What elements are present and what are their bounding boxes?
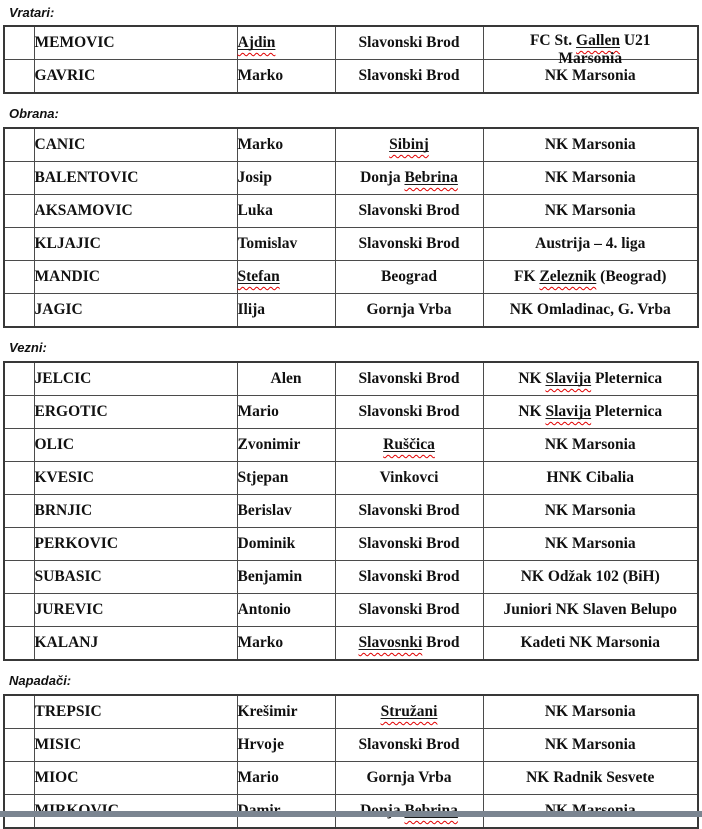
club-cell: NK Slavija Pleternica xyxy=(483,362,698,396)
table-row xyxy=(4,627,698,661)
number-cell xyxy=(4,462,34,495)
table-row xyxy=(4,729,698,762)
table-row xyxy=(4,261,698,294)
number-cell xyxy=(4,128,34,162)
club-cell: NK Radnik Sesvete xyxy=(483,762,698,795)
name-cell: Hrvoje xyxy=(237,729,335,762)
roster-table-vezni xyxy=(3,361,699,661)
number-cell xyxy=(4,362,34,396)
city-cell: Slavosnki Brod xyxy=(335,627,483,661)
club-cell: HNK Cibalia xyxy=(483,462,698,495)
roster-table-obrana xyxy=(3,127,699,328)
misspelled-word: Stefan xyxy=(237,268,280,285)
table-row xyxy=(4,294,698,328)
number-cell xyxy=(4,729,34,762)
surname-cell: ERGOTIC xyxy=(34,396,237,429)
club-line1: FC St. Gallen U21 xyxy=(529,32,651,49)
club-cell: NK Marsonia xyxy=(483,495,698,528)
surname-cell: TREPSIC xyxy=(34,695,237,729)
surname-cell: JUREVIC xyxy=(34,594,237,627)
table-row xyxy=(4,396,698,429)
number-cell xyxy=(4,294,34,328)
surname-cell: GAVRIC xyxy=(34,60,237,94)
table-row xyxy=(4,561,698,594)
city-cell: Slavonski Brod xyxy=(335,528,483,561)
name-cell: Marko xyxy=(237,128,335,162)
city-cell xyxy=(335,429,483,462)
number-cell xyxy=(4,60,34,94)
name-cell: Ilija xyxy=(237,294,335,328)
number-cell xyxy=(4,695,34,729)
surname-cell: OLIC xyxy=(34,429,237,462)
name-cell: Dominik xyxy=(237,528,335,561)
surname-cell: KALANJ xyxy=(34,627,237,661)
city-cell: Gornja Vrba xyxy=(335,294,483,328)
surname-cell: MEMOVIC xyxy=(34,26,237,60)
number-cell xyxy=(4,228,34,261)
surname-cell: MANDIC xyxy=(34,261,237,294)
name-cell: Marko xyxy=(237,627,335,661)
number-cell xyxy=(4,162,34,195)
surname-cell: SUBASIC xyxy=(34,561,237,594)
number-cell xyxy=(4,594,34,627)
city-cell: Slavonski Brod xyxy=(335,362,483,396)
misspelled-word: Ajdin xyxy=(237,34,276,51)
club-cell: Juniori NK Slaven Belupo xyxy=(483,594,698,627)
misspelled-word: Sibinj xyxy=(389,136,429,153)
roster-table-vratari xyxy=(3,25,699,94)
city-cell: Slavonski Brod xyxy=(335,396,483,429)
number-cell xyxy=(4,396,34,429)
name-cell: Antonio xyxy=(237,594,335,627)
city-cell: Slavonski Brod xyxy=(335,195,483,228)
table-row xyxy=(4,26,698,60)
name-cell: Luka xyxy=(237,195,335,228)
surname-cell: JELCIC xyxy=(34,362,237,396)
name-cell: Mario xyxy=(237,396,335,429)
number-cell xyxy=(4,528,34,561)
club-cell: NK Marsonia xyxy=(483,528,698,561)
number-cell xyxy=(4,429,34,462)
number-cell xyxy=(4,627,34,661)
city-cell: Slavonski Brod xyxy=(335,561,483,594)
number-cell xyxy=(4,561,34,594)
bottom-window-edge xyxy=(0,811,702,817)
misspelled-word: Slavija xyxy=(545,370,592,387)
club-cell: NK Marsonia xyxy=(483,429,698,462)
city-cell: Donja Bebrina xyxy=(335,162,483,195)
club-cell xyxy=(483,26,698,67)
club-cell: NK Marsonia xyxy=(483,695,698,729)
table-row xyxy=(4,528,698,561)
surname-cell: BALENTOVIC xyxy=(34,162,237,195)
misspelled-word: Stružani xyxy=(380,703,438,720)
surname-cell: AKSAMOVIC xyxy=(34,195,237,228)
number-cell xyxy=(4,195,34,228)
city-cell: Slavonski Brod xyxy=(335,495,483,528)
table-row xyxy=(4,195,698,228)
club-cell: NK Marsonia xyxy=(483,128,698,162)
surname-cell: BRNJIC xyxy=(34,495,237,528)
club-cell: NK Slavija Pleternica xyxy=(483,396,698,429)
misspelled-word: Slavija xyxy=(545,403,592,420)
surname-cell: PERKOVIC xyxy=(34,528,237,561)
club-cell: NK Odžak 102 (BiH) xyxy=(483,561,698,594)
surname-cell: MIOC xyxy=(34,762,237,795)
number-cell xyxy=(4,495,34,528)
section-label-obrana: Obrana: xyxy=(9,106,59,121)
city-cell: Beograd xyxy=(335,261,483,294)
name-cell: Marko xyxy=(237,60,335,94)
name-cell: Alen xyxy=(237,362,335,396)
club-line2-clipped: Marsonia xyxy=(558,50,623,67)
club-cell: NK Marsonia xyxy=(483,195,698,228)
table-row xyxy=(4,594,698,627)
city-cell: Slavonski Brod xyxy=(335,594,483,627)
roster-table-napadaci xyxy=(3,694,699,829)
name-cell: Josip xyxy=(237,162,335,195)
club-cell: NK Omladinac, G. Vrba xyxy=(483,294,698,328)
city-cell xyxy=(335,128,483,162)
table-row xyxy=(4,495,698,528)
city-cell: Slavonski Brod xyxy=(335,26,483,60)
club-cell: Austrija – 4. liga xyxy=(483,228,698,261)
table-row xyxy=(4,429,698,462)
club-cell: FK Zeleznik (Beograd) xyxy=(483,261,698,294)
number-cell xyxy=(4,261,34,294)
surname-cell: CANIC xyxy=(34,128,237,162)
misspelled-word: Slavosnki xyxy=(358,634,423,651)
name-cell: Berislav xyxy=(237,495,335,528)
table-row xyxy=(4,228,698,261)
misspelled-word: Gallen xyxy=(576,32,620,49)
surname-cell: KVESIC xyxy=(34,462,237,495)
club-cell: NK Marsonia xyxy=(483,729,698,762)
city-cell: Slavonski Brod xyxy=(335,729,483,762)
club-cell: Kadeti NK Marsonia xyxy=(483,627,698,661)
table-row xyxy=(4,762,698,795)
name-cell xyxy=(237,26,335,60)
club-cell: NK Marsonia xyxy=(483,162,698,195)
name-cell: Stjepan xyxy=(237,462,335,495)
table-row xyxy=(4,162,698,195)
misspelled-word: Bebrina xyxy=(404,169,458,186)
name-cell: Mario xyxy=(237,762,335,795)
misspelled-word: Zeleznik xyxy=(539,268,597,285)
number-cell xyxy=(4,26,34,60)
name-cell: Zvonimir xyxy=(237,429,335,462)
surname-cell: MISIC xyxy=(34,729,237,762)
name-cell: Krešimir xyxy=(237,695,335,729)
club-cell: NK Marsonia xyxy=(483,60,698,94)
misspelled-word: Ruščica xyxy=(383,436,435,453)
surname-cell: KLJAJIC xyxy=(34,228,237,261)
surname-cell: JAGIC xyxy=(34,294,237,328)
name-cell: Benjamin xyxy=(237,561,335,594)
table-row xyxy=(4,462,698,495)
table-row xyxy=(4,362,698,396)
section-label-napadaci: Napadači: xyxy=(9,673,72,688)
table-row xyxy=(4,128,698,162)
city-cell: Gornja Vrba xyxy=(335,762,483,795)
table-row xyxy=(4,695,698,729)
number-cell xyxy=(4,762,34,795)
name-cell: Tomislav xyxy=(237,228,335,261)
city-cell xyxy=(335,695,483,729)
city-cell: Vinkovci xyxy=(335,462,483,495)
city-cell: Slavonski Brod xyxy=(335,228,483,261)
city-cell: Slavonski Brod xyxy=(335,60,483,94)
section-label-vezni: Vezni: xyxy=(9,340,47,355)
section-label-vratari: Vratari: xyxy=(9,5,55,20)
name-cell xyxy=(237,261,335,294)
